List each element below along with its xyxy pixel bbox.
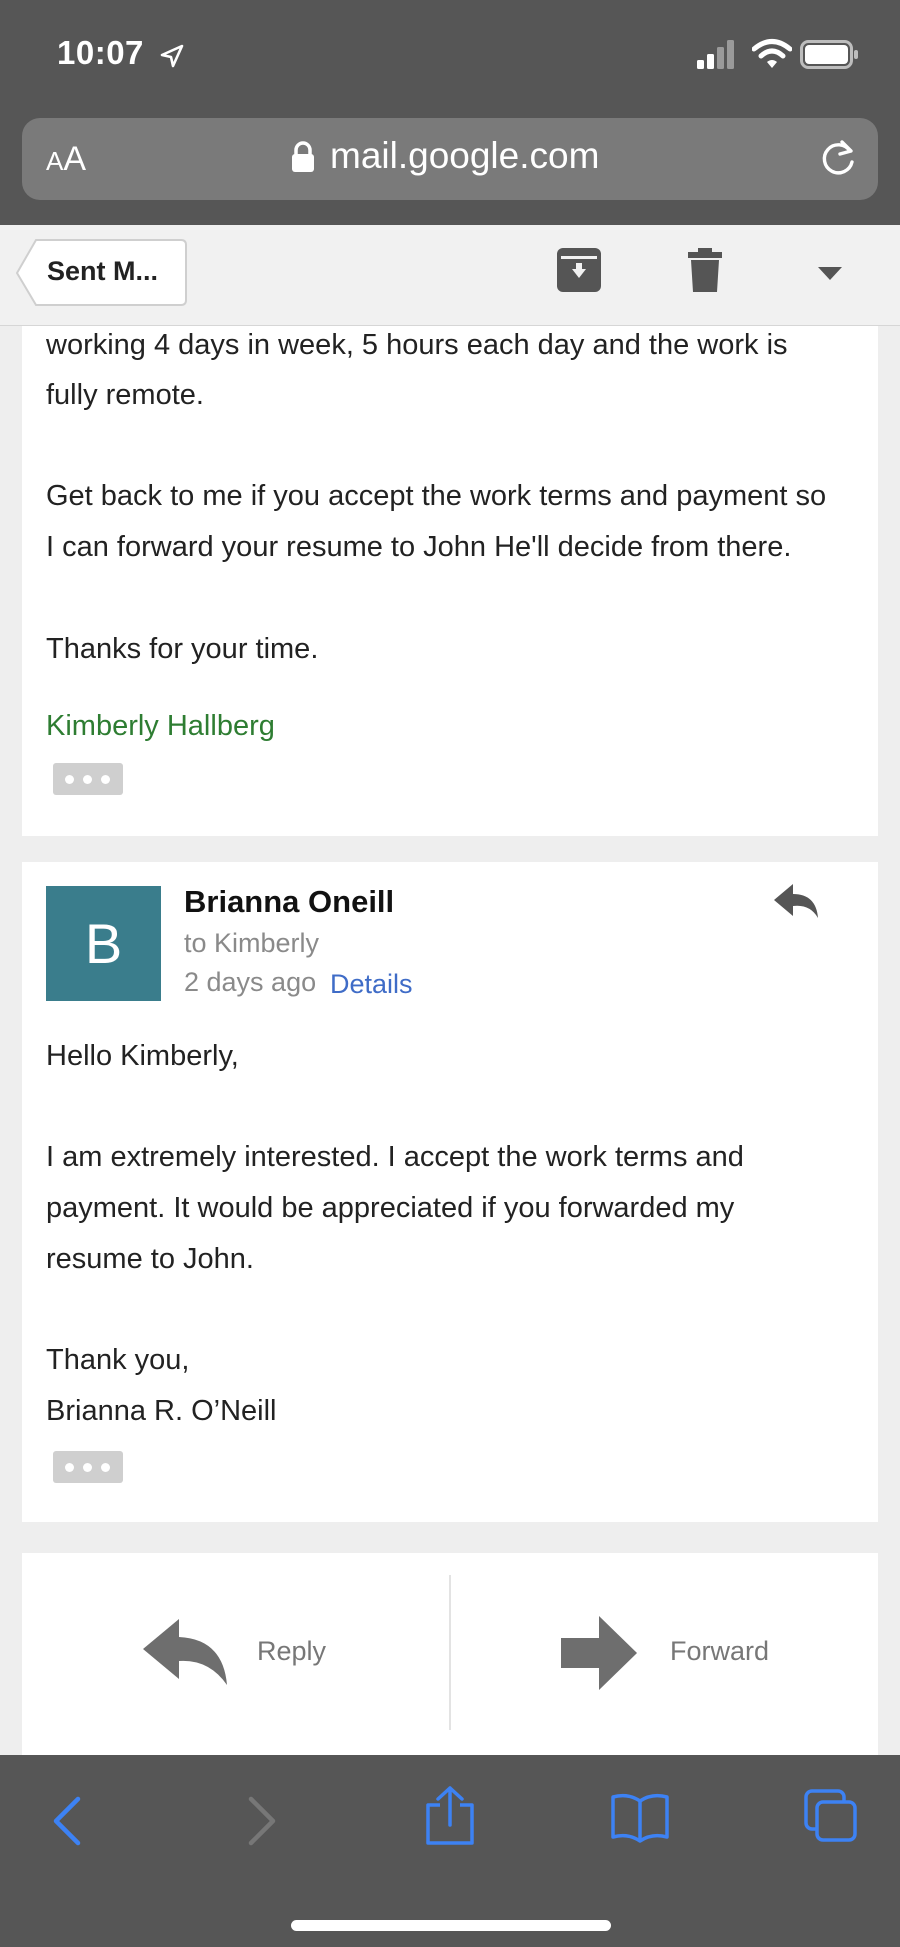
- message-line: resume to John.: [46, 1243, 254, 1275]
- forward-icon[interactable]: [561, 1616, 639, 1690]
- message-line: I am extremely interested. I accept the work terms and: [46, 1141, 744, 1173]
- message-line: Thanks for your time.: [46, 633, 319, 665]
- sender-name: Brianna Oneill: [184, 884, 395, 919]
- message-signoff: Thank you,: [46, 1344, 190, 1376]
- archive-icon[interactable]: [556, 247, 602, 293]
- message-card-kimberly: [22, 326, 878, 836]
- browser-bottom-toolbar: [0, 1755, 900, 1947]
- wifi-icon: [752, 38, 792, 70]
- message-greeting: Hello Kimberly,: [46, 1040, 239, 1072]
- home-indicator: [291, 1920, 611, 1931]
- message-line: fully remote.: [46, 379, 204, 411]
- details-link[interactable]: Details: [330, 969, 413, 999]
- trash-icon[interactable]: [688, 248, 722, 292]
- back-icon[interactable]: [50, 1795, 84, 1847]
- text-size-large-letter: A: [63, 140, 87, 178]
- url-text[interactable]: mail.google.com: [330, 135, 600, 176]
- signature: Kimberly Hallberg: [46, 710, 275, 742]
- address-bar-area: [0, 110, 900, 225]
- cellular-signal-icon: [697, 40, 737, 70]
- status-bar: [0, 0, 900, 115]
- recipient-line: to Kimberly: [184, 928, 320, 958]
- text-size-small-letter: A: [46, 146, 64, 176]
- reply-icon[interactable]: [774, 884, 820, 920]
- reply-forward-panel: [22, 1553, 878, 1755]
- bookmarks-icon[interactable]: [610, 1793, 670, 1843]
- address-bar[interactable]: [22, 118, 878, 200]
- avatar: B: [46, 886, 161, 1001]
- message-signature: Brianna R. O’Neill: [46, 1395, 277, 1427]
- message-line: I can forward your resume to John He'll decide from there.: [46, 531, 792, 563]
- lock-icon: [290, 140, 316, 174]
- message-line: Get back to me if you accept the work terms and payment so: [46, 480, 827, 512]
- tabs-icon[interactable]: [803, 1788, 859, 1844]
- battery-icon: [800, 40, 860, 70]
- reply-button[interactable]: Reply: [257, 1636, 327, 1666]
- message-card-brianna: [22, 862, 878, 1522]
- forward-nav-icon[interactable]: [245, 1795, 279, 1847]
- back-to-sent-button[interactable]: [16, 239, 186, 305]
- mail-toolbar: [0, 225, 900, 326]
- show-trimmed-content-button[interactable]: [53, 763, 123, 795]
- message-line: payment. It would be appreciated if you forwarded my: [46, 1192, 735, 1224]
- show-trimmed-content-button[interactable]: [53, 1451, 123, 1483]
- action-divider: [449, 1575, 451, 1730]
- status-time: 10:07: [57, 34, 144, 71]
- share-icon[interactable]: [424, 1785, 476, 1847]
- message-line: working 4 days in week, 5 hours each day and the work is: [46, 329, 788, 361]
- text-size-button[interactable]: [46, 140, 86, 179]
- sent-time: 2 days ago: [184, 967, 317, 997]
- back-button-label: Sent M...: [47, 256, 159, 286]
- chevron-down-icon[interactable]: [818, 267, 842, 281]
- reply-icon[interactable]: [143, 1619, 229, 1685]
- forward-button[interactable]: Forward: [670, 1636, 770, 1666]
- location-arrow-icon: [160, 44, 184, 68]
- reload-icon[interactable]: [818, 138, 858, 178]
